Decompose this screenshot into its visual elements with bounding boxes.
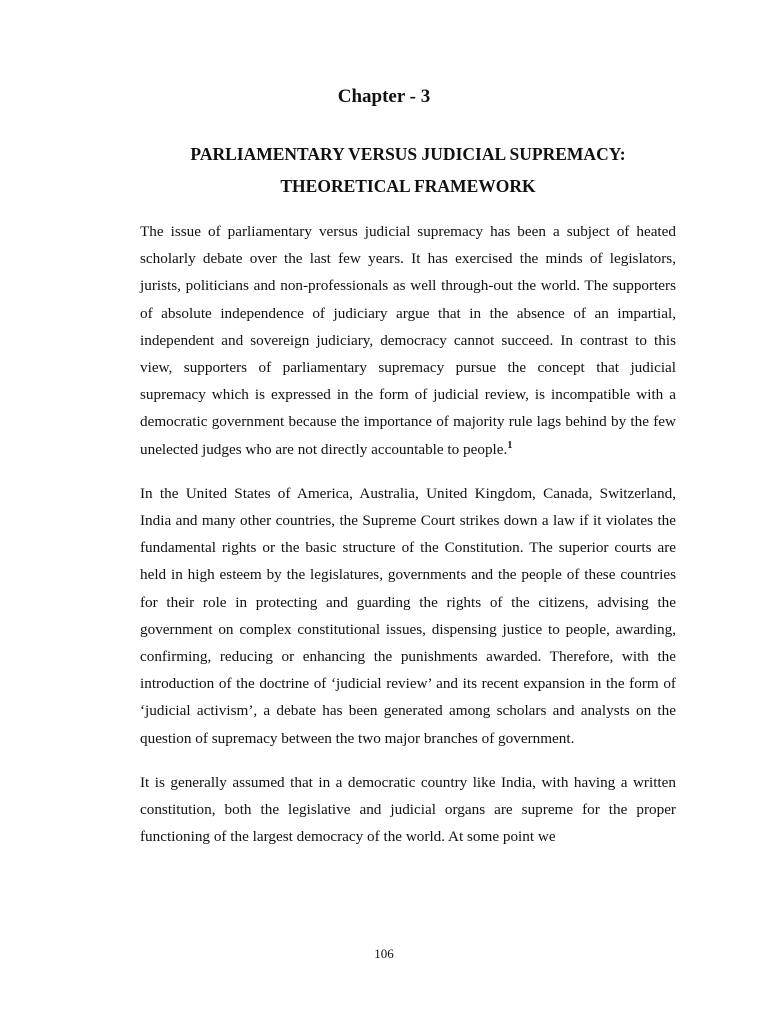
- paragraph-text: It is generally assumed that in a democratic country like India, with having a written constitution, both the legislative and judicial organs are supreme for the proper functioning of the largest democracy of the world. At some point we: [140, 773, 676, 846]
- chapter-title: [140, 138, 676, 202]
- paragraph: [140, 769, 676, 851]
- page-number: 106: [374, 946, 394, 961]
- chapter-title-line-2: THEORETICAL FRAMEWORK: [280, 176, 536, 196]
- chapter-heading: Chapter - 3: [337, 86, 431, 107]
- paragraph: [140, 480, 676, 752]
- paragraph: [140, 218, 676, 463]
- footnote-reference[interactable]: 1: [507, 439, 513, 451]
- body-text: [140, 218, 676, 867]
- chapter-title-line-1: PARLIAMENTARY VERSUS JUDICIAL SUPREMACY:: [190, 144, 626, 164]
- paragraph-text: In the United States of America, Australia, United Kingdom, Canada, Switzerland, India and many other countries, the Supreme Court strikes down a law if it violates the fundamental rights or the basic structure of the Constitution. The superior courts are held in high esteem by the legislatures, governments and the people of these countries for their role in protecting and guarding the rights of the citizens, advising the government on complex constitutional issues, dispensing justice to people, awarding, confirming, reducing or enhancing the punishments awarded. Therefore, with the introduction of the doctrine of ‘judicial review’ and its recent expansion in the form of ‘judicial activism’, a debate has been generated among scholars and analysts on the question of supremacy between the two major branches of government.: [140, 484, 676, 747]
- paragraph-text: The issue of parliamentary versus judicial supremacy has been a subject of heated scholarly debate over the last few years. It has exercised the minds of legislators, jurists, politicians and non-professionals as well through-out the world. The supporters of absolute independence of judiciary argue that in the absence of an impartial, independent and sovereign judiciary, democracy cannot succeed. In contrast to this view, supporters of parliamentary supremacy pursue the concept that judicial supremacy which is expressed in the form of judicial review, is incompatible with a democratic government because the importance of majority rule lags behind by the few unelected judges who are not directly accountable to people.: [140, 223, 676, 458]
